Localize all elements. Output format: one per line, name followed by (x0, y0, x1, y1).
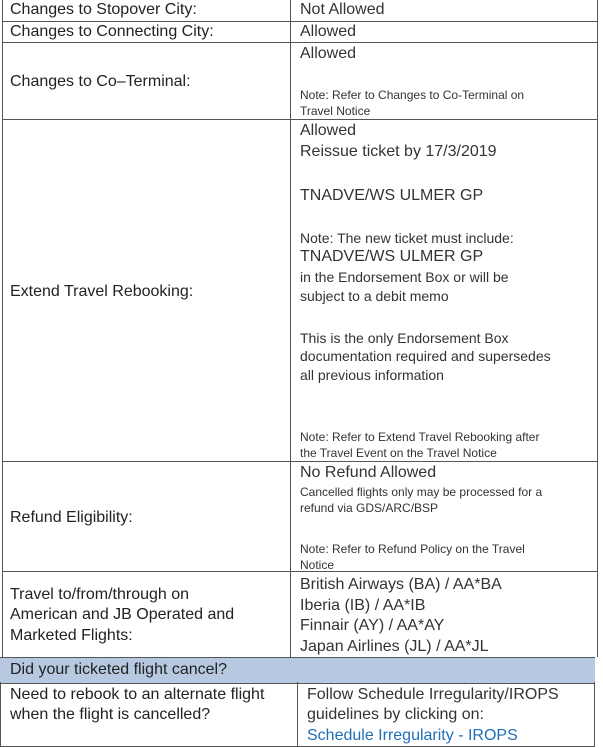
rebook-value: Follow Schedule Irregularity/IROPS (307, 686, 559, 703)
airline-item: Finnair (AY) / AA*AY (300, 617, 445, 634)
airline-item: Iberia (IB) / AA*IB (300, 597, 426, 614)
rebook-value: guidelines by clicking on: (307, 706, 484, 723)
refund-desc: Cancelled flights only may be processed for a (300, 485, 543, 499)
extend-note-end: the Travel Event on the Travel Notice (300, 446, 497, 460)
row-divider (2, 119, 598, 120)
rebook-label: when the flight is cancelled? (10, 706, 211, 723)
extend-note: in the Endorsement Box or will be (300, 269, 509, 285)
refund-note: Note: Refer to Refund Policy on the Travel (300, 542, 525, 556)
airline-item: Japan Airlines (JL) / AA*JL (300, 638, 489, 655)
airline-item: British Airways (BA) / AA*BA (300, 576, 502, 593)
refund-desc: refund via GDS/ARC/BSP (300, 501, 439, 515)
rebook-label: Need to rebook to an alternate flight (10, 686, 265, 703)
table-right-border (597, 0, 598, 657)
extend-doc: all previous information (300, 367, 444, 383)
coterminal-note: Travel Notice (300, 104, 371, 118)
coterminal-note: Note: Refer to Changes to Co-Terminal on (300, 88, 525, 102)
table-column-divider (290, 0, 291, 657)
question-bar (0, 657, 595, 684)
extend-code: TNADVE/WS ULMER GP (300, 187, 484, 204)
stopover-label: Changes to Stopover City: (10, 1, 197, 18)
travel-label: Marketed Flights: (10, 627, 133, 644)
extend-note: Note: The new ticket must include: (300, 230, 514, 246)
row-divider (2, 42, 598, 43)
extend-value: Allowed (300, 122, 357, 139)
refund-label: Refund Eligibility: (10, 509, 133, 526)
refund-value: No Refund Allowed (300, 464, 437, 481)
row-divider (2, 461, 598, 462)
schedule-irregularity-link[interactable]: Schedule Irregularity - IROPS (307, 727, 518, 744)
extend-note-end: Note: Refer to Extend Travel Rebooking after (300, 430, 540, 444)
extend-note: subject to a debit memo (300, 288, 449, 304)
refund-note: Notice (300, 558, 335, 572)
extend-doc: documentation required and supersedes (300, 348, 551, 364)
travel-label: Travel to/from/through on (10, 586, 190, 603)
rebook-bottom-border (0, 746, 595, 747)
extend-doc: This is the only Endorsement Box (300, 330, 509, 346)
coterminal-value: Allowed (300, 45, 357, 62)
extend-reissue: Reissue ticket by 17/3/2019 (300, 143, 497, 160)
table-left-border (2, 0, 3, 657)
travel-label: American and JB Operated and (10, 606, 235, 623)
connecting-label: Changes to Connecting City: (10, 23, 214, 40)
coterminal-label: Changes to Co–Terminal: (10, 73, 191, 90)
stopover-value: Not Allowed (300, 1, 385, 18)
rebook-left-border (0, 682, 1, 747)
rebook-divider (297, 682, 298, 747)
extend-note-code: TNADVE/WS ULMER GP (300, 248, 484, 265)
connecting-value: Allowed (300, 23, 357, 40)
question-text: Did your ticketed flight cancel? (10, 661, 227, 678)
rebook-right-border (594, 682, 595, 747)
extend-label: Extend Travel Rebooking: (10, 283, 194, 300)
